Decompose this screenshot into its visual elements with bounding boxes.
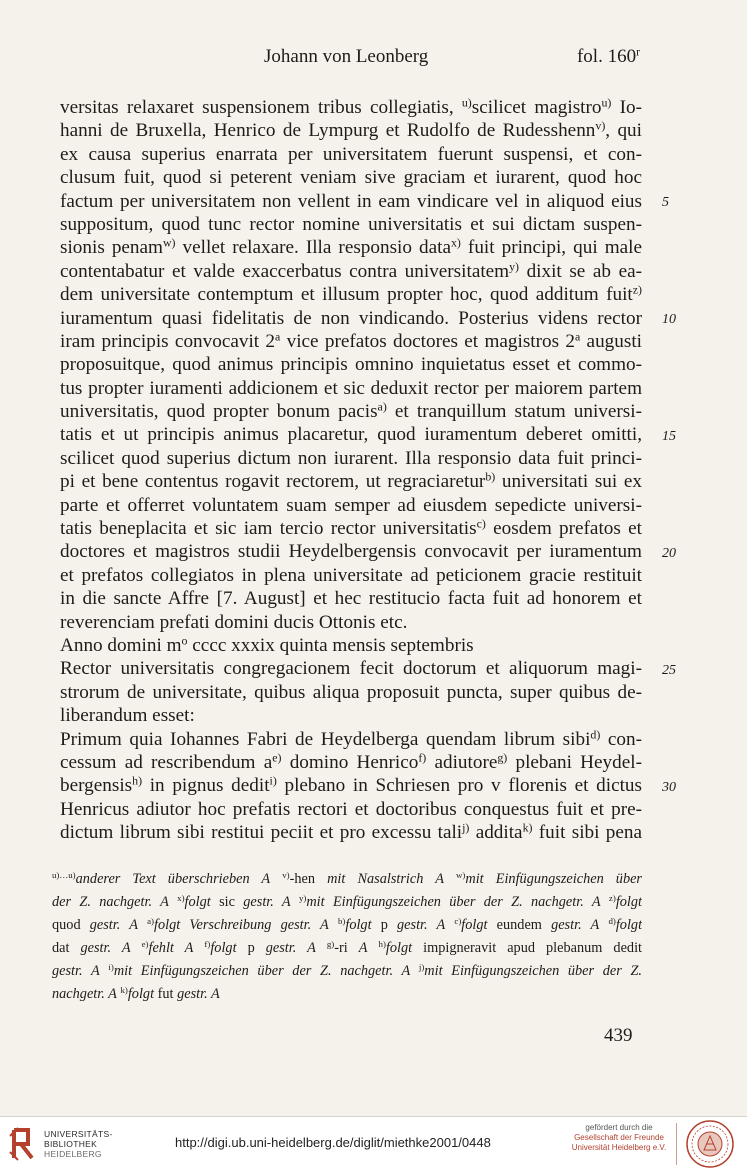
- text-segment: vellet relaxare. Illa responsio data: [175, 237, 451, 259]
- text-line: [60, 330, 642, 353]
- text-line: [60, 704, 642, 727]
- note-marker: d): [608, 916, 616, 927]
- note-marker: k): [120, 985, 128, 996]
- text-segment: Primum quia Iohannes Fabri de Heydelberga quendam librum sibi: [60, 728, 591, 750]
- text-segment: scilicet quod superius dictum non iurarent. Illa responsio data fuit princi-: [60, 447, 642, 469]
- university-seal-icon: [685, 1119, 735, 1169]
- text-line: [60, 564, 642, 587]
- text-segment: cessum ad rescribendum a: [60, 751, 273, 773]
- note-marker: v): [282, 870, 290, 881]
- text-segment: pi et bene contentus rogavit rectorem, ut regraciaretur: [60, 471, 486, 493]
- note-marker: u): [461, 96, 472, 110]
- note-marker: o: [181, 633, 188, 648]
- note-marker: f): [418, 750, 427, 765]
- critical-apparatus: [52, 868, 642, 1006]
- text-segment: gestr. A: [177, 986, 220, 1002]
- digital-library-footer: [0, 1116, 747, 1172]
- sponsor-org-line1: Gesellschaft der Freunde: [574, 1133, 664, 1142]
- footnote-line: [52, 960, 642, 983]
- text-segment: [270, 871, 282, 887]
- line-number: 5: [662, 194, 669, 210]
- text-segment: dat: [52, 940, 81, 956]
- text-segment: domino Henrico: [281, 751, 419, 773]
- note-marker: b): [485, 470, 496, 484]
- text-line: [60, 377, 642, 400]
- note-marker: i): [269, 774, 277, 788]
- text-segment: gestr. A: [52, 963, 100, 979]
- note-marker: e): [141, 939, 149, 950]
- text-segment: dictum librum sibi restitui peciit et pro excessu tali: [60, 822, 463, 844]
- note-marker: k): [522, 821, 533, 835]
- text-segment: mit Einfügungszeichen über der Z.: [424, 963, 642, 979]
- note-marker: x): [450, 236, 461, 250]
- text-segment: universitatis, quod propter bonum pacis: [60, 401, 378, 423]
- text-segment: dixit se ab ea-: [519, 260, 642, 282]
- text-line: [60, 470, 642, 493]
- text-segment: parte et offerret voluntatem suam semper ad eiusdem sepedicte universi-: [60, 494, 642, 516]
- note-marker: a): [147, 916, 155, 927]
- note-marker: j): [418, 962, 425, 973]
- text-segment: [367, 940, 378, 956]
- text-segment: folgt: [210, 940, 237, 956]
- text-segment: gestr. A: [265, 940, 316, 956]
- text-line: [60, 423, 642, 446]
- text-segment: vice prefatos doctores et magistros 2: [280, 330, 575, 352]
- line-number: 20: [662, 545, 676, 561]
- text-segment: doctores et magistros studii Heydelbergensis convocavit per iuramentum: [60, 541, 642, 563]
- folio-reference: [577, 46, 640, 68]
- text-segment: [131, 940, 142, 956]
- sponsor-org-line2: Universität Heidelberg e.V.: [571, 1143, 667, 1152]
- text-line: [60, 190, 642, 213]
- text-segment: folgt: [461, 917, 488, 933]
- note-marker: u): [601, 96, 612, 110]
- running-title: Johann von Leonberg: [264, 46, 429, 67]
- text-segment: factum per universitatem non vellent in eam vindicare vel in aliquod eius: [60, 190, 642, 212]
- note-marker: x): [177, 893, 185, 904]
- text-line: [60, 307, 642, 330]
- library-name-line2: BIBLIOTHEK: [44, 1139, 98, 1149]
- text-segment: con-: [600, 728, 642, 750]
- text-segment: [138, 917, 147, 933]
- text-line: [60, 657, 642, 680]
- text-segment: plebano in Schriesen pro v florenis et dictus: [276, 775, 642, 797]
- text-line: [60, 213, 642, 236]
- text-segment: nachgetr. A: [52, 986, 117, 1002]
- text-segment: [444, 871, 456, 887]
- footnote-line: [52, 891, 642, 914]
- text-segment: adiutore: [426, 751, 498, 773]
- text-segment: et prefatos collegiatos in plena universitate ad peticionem gracie restituit: [60, 564, 642, 586]
- text-segment: gestr. A: [397, 917, 446, 933]
- text-line: [60, 634, 642, 657]
- text-segment: proposuitque, quod animus principis omnino inquietatus esset et commo-: [60, 354, 642, 376]
- note-marker: a: [574, 329, 581, 344]
- text-segment: hanni de Bruxella, Henrico de Lympurg et Rudolfo de Rudesshenn: [60, 120, 596, 142]
- text-segment: -hen: [289, 871, 328, 887]
- text-segment: Anno domini m: [60, 634, 182, 656]
- text-segment: clusum fuit, quod si peterent veniam sive graciam et iurarent, quod hoc: [60, 167, 642, 189]
- text-segment: liberandum esset:: [60, 705, 195, 727]
- text-line: [60, 540, 642, 563]
- note-marker: u)…u): [52, 870, 76, 881]
- text-segment: [601, 894, 609, 910]
- text-segment: suppositum, quod tunc rector nomine universitatis et sui dictam suspen-: [60, 213, 642, 235]
- text-segment: -ri: [334, 940, 359, 956]
- text-segment: quod: [52, 917, 90, 933]
- text-line: [60, 494, 642, 517]
- text-line: [60, 236, 642, 259]
- text-line: [60, 96, 642, 119]
- text-line: [60, 751, 642, 774]
- text-line: [60, 798, 642, 821]
- text-line: [60, 774, 642, 797]
- note-marker: d): [590, 727, 601, 741]
- text-segment: folgt: [615, 894, 642, 910]
- note-marker: y): [298, 893, 307, 904]
- text-segment: A: [358, 940, 368, 956]
- text-segment: [193, 940, 204, 956]
- note-marker: h): [378, 939, 386, 950]
- line-number: 10: [662, 311, 676, 327]
- text-segment: in die sancte Affre [7. August] et hec restitucio facta fuit ad honorem et: [60, 588, 642, 610]
- text-segment: tus propter iuramenti addicionem et sic deduxit rector per maiorem partem: [60, 377, 642, 399]
- text-segment: tatis beneplacita et sic iam tercio rector universitatis: [60, 518, 477, 540]
- text-segment: fehlt A: [148, 940, 194, 956]
- library-name-line3: HEIDELBERG: [44, 1149, 102, 1159]
- text-segment: fut: [154, 986, 178, 1002]
- text-segment: [291, 894, 299, 910]
- text-segment: sionis penam: [60, 237, 163, 259]
- text-segment: iuramentum quasi fidelitatis de non vindicando. Posterius videns rector: [60, 307, 642, 329]
- note-marker: j): [462, 821, 470, 835]
- text-line: [60, 283, 642, 306]
- text-segment: iram principis convocavit 2: [60, 330, 276, 352]
- text-segment: contentabatur et valde exaccerbatus contra universitatem: [60, 260, 510, 282]
- text-segment: Henricus adiutor hoc prefatis rectori et doctoribus conquestus fuit et pre-: [60, 798, 642, 820]
- text-line: [60, 353, 642, 376]
- footnote-line: [52, 914, 642, 937]
- text-segment: tatis et ut principis animus placaretur, quod iuramentum deberet omitti,: [60, 424, 642, 446]
- note-marker: a: [275, 329, 281, 344]
- text-segment: fuit principi, qui male: [460, 237, 642, 259]
- text-segment: p: [236, 940, 266, 956]
- footer-divider: [676, 1123, 677, 1165]
- text-segment: folgt: [615, 917, 642, 933]
- text-segment: universitati sui ex: [495, 471, 642, 493]
- permalink-url[interactable]: http://digi.ub.uni-heidelberg.de/diglit/miethke2001/0448: [175, 1135, 491, 1150]
- text-line: [60, 400, 642, 423]
- note-marker: w): [162, 236, 176, 250]
- note-marker: g): [497, 750, 508, 765]
- note-marker: i): [108, 962, 114, 973]
- text-segment: [410, 963, 419, 979]
- text-segment: plebani Heydel-: [507, 751, 642, 773]
- library-logo-icon: [8, 1126, 38, 1162]
- text-segment: folgt: [127, 986, 155, 1002]
- text-segment: eundem: [487, 917, 552, 933]
- text-segment: , qui: [605, 120, 642, 142]
- text-line: [60, 681, 642, 704]
- text-segment: addita: [469, 822, 523, 844]
- text-line: [60, 517, 642, 540]
- text-segment: folgt Verschreibung gestr. A: [154, 917, 329, 933]
- text-segment: augusti: [580, 330, 642, 352]
- text-segment: mit Nasalstrich A: [327, 871, 444, 887]
- text-segment: der Z. nachgetr. A: [52, 894, 169, 910]
- text-line: [60, 166, 642, 189]
- text-line: [60, 143, 642, 166]
- note-marker: c): [454, 916, 462, 927]
- text-segment: in pignus dedit: [142, 775, 270, 797]
- note-marker: e): [272, 750, 282, 765]
- library-name-line1: UNIVERSITÄTS-: [44, 1129, 113, 1139]
- note-marker: v): [595, 119, 606, 133]
- line-number: 15: [662, 428, 676, 444]
- footnote-line: [52, 983, 642, 1006]
- text-segment: folgt: [385, 940, 413, 956]
- text-segment: mit Einfügungszeichen über der Z. nachgetr. A: [306, 894, 601, 910]
- text-segment: anderer Text überschrieben A: [75, 871, 271, 887]
- text-segment: scilicet magistro: [471, 97, 602, 118]
- sponsor-by: gefördert durch die: [585, 1123, 653, 1132]
- text-segment: mit Einfügungszeichen über: [465, 871, 642, 887]
- text-segment: strorum de universitate, quibus aliqua proposuit puncta, super quibus de-: [60, 681, 642, 703]
- note-marker: f): [204, 939, 211, 950]
- note-marker: z): [608, 893, 616, 904]
- text-segment: impigneravit apud plebanum dedit: [412, 940, 642, 956]
- note-marker: a): [377, 400, 387, 414]
- text-line: [60, 260, 642, 283]
- library-name: [44, 1129, 113, 1159]
- text-line: [60, 611, 642, 634]
- text-segment: gestr. A: [89, 917, 138, 933]
- text-segment: [169, 894, 177, 910]
- page-number: 439: [604, 1025, 633, 1046]
- text-segment: sic: [210, 894, 244, 910]
- folio-label: fol. 160: [576, 46, 637, 67]
- line-number: 30: [662, 779, 676, 795]
- text-segment: et tranquillum statum universi-: [386, 401, 642, 423]
- text-segment: cccc xxxix quinta mensis septembris: [187, 634, 474, 656]
- note-marker: b): [337, 916, 346, 927]
- folio-side: r: [636, 45, 640, 59]
- note-marker: y): [509, 259, 520, 274]
- note-marker: g): [326, 939, 335, 950]
- text-segment: ex causa superius enarrata per universitatem fuerunt suspensi, et con-: [60, 143, 642, 165]
- text-segment: fuit sibi pena: [532, 822, 642, 844]
- text-line: [60, 728, 642, 751]
- text-segment: mit Einfügungszeichen über der Z. nachgetr. A: [113, 963, 411, 979]
- text-segment: gestr. A: [551, 917, 600, 933]
- text-segment: dem universitate contemptum et illusum propter hoc, quod additum fuit: [60, 284, 633, 306]
- text-segment: p: [371, 917, 398, 933]
- running-head: [60, 46, 640, 74]
- note-marker: c): [476, 517, 486, 531]
- text-line: [60, 821, 642, 844]
- edition-text: [60, 96, 642, 845]
- text-line: [60, 447, 642, 470]
- text-segment: Io-: [611, 97, 642, 118]
- note-marker: w): [456, 870, 466, 881]
- sponsor-org: [565, 1133, 673, 1153]
- text-line: [60, 587, 642, 610]
- text-segment: gestr. A: [80, 940, 131, 956]
- text-segment: folgt: [184, 894, 211, 910]
- footnote-line: [52, 937, 642, 960]
- line-number: 25: [662, 662, 676, 678]
- footnote-line: [52, 868, 642, 891]
- text-line: [60, 119, 642, 142]
- text-segment: eosdem prefatos et: [485, 518, 642, 540]
- sponsor-credit: [565, 1123, 673, 1153]
- note-marker: h): [132, 774, 143, 788]
- text-segment: versitas relaxaret suspensionem tribus collegiatis,: [60, 97, 462, 118]
- text-segment: reverenciam prefati domini ducis Ottonis etc.: [60, 611, 408, 633]
- text-segment: folgt: [345, 917, 372, 933]
- note-marker: z): [632, 283, 642, 297]
- text-segment: gestr. A: [243, 894, 291, 910]
- text-segment: [316, 940, 327, 956]
- text-segment: bergensis: [60, 775, 133, 797]
- text-segment: Rector universitatis congregacionem fecit doctorum et aliquorum magi-: [60, 658, 642, 680]
- text-segment: [329, 917, 338, 933]
